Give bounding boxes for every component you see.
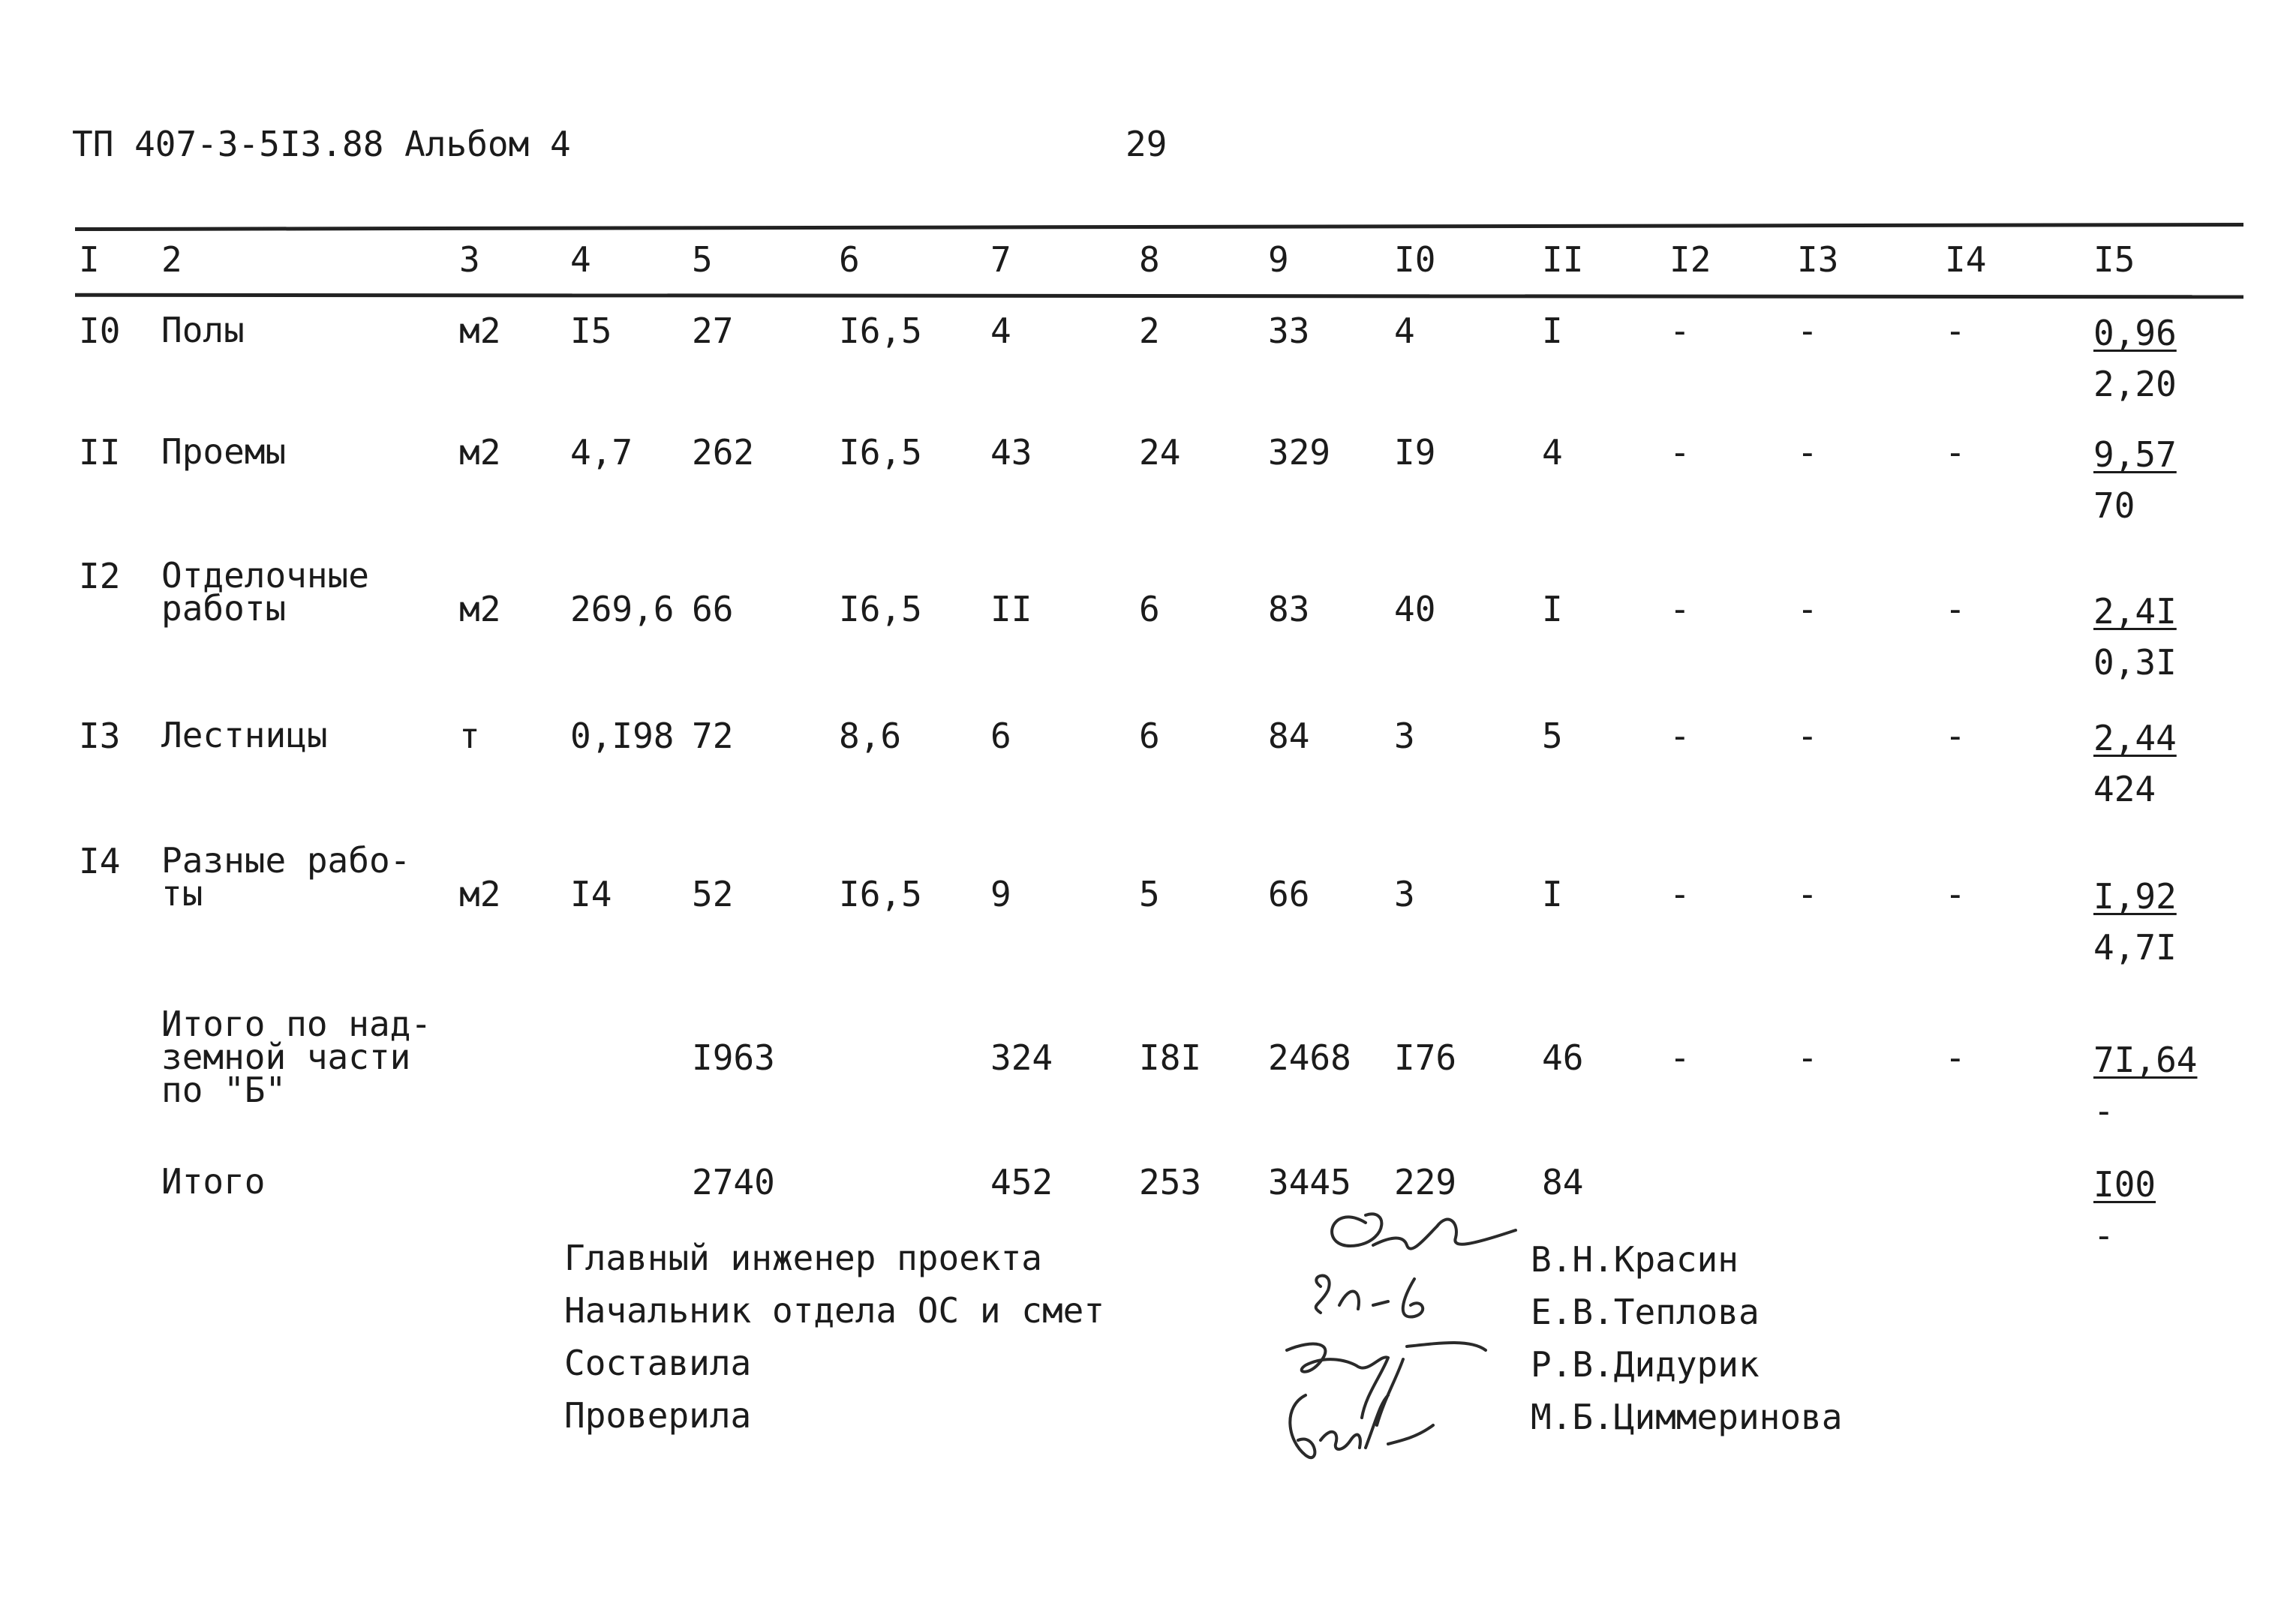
table-cell: - xyxy=(1669,1037,1690,1078)
table-cell: 6 xyxy=(1139,589,1160,629)
table-cell: 329 xyxy=(1268,432,1331,473)
column-header: I3 xyxy=(1797,239,1839,280)
table-cell: 84 xyxy=(1542,1162,1584,1202)
fraction-numerator: 2,44 xyxy=(2093,718,2177,758)
table-cell: 324 xyxy=(990,1037,1053,1078)
table-cell: II xyxy=(990,589,1032,629)
table-cell: 83 xyxy=(1268,589,1310,629)
table-cell: 43 xyxy=(990,432,1032,473)
row-name: Итого xyxy=(161,1161,266,1202)
fraction-numerator: 2,4I xyxy=(2093,591,2177,632)
table-cell: 3 xyxy=(1394,716,1415,756)
table-cell: - xyxy=(1669,432,1690,473)
signature-stroke-tsimmerinova xyxy=(1290,1395,1433,1457)
table-cell: I8I xyxy=(1139,1037,1202,1078)
table-cell: I xyxy=(1542,589,1563,629)
column-header: II xyxy=(1542,239,1584,280)
document-reference: ТП 407-3-5I3.88 Альбом 4 xyxy=(72,124,571,164)
signer-role: Начальник отдела ОС и смет xyxy=(564,1290,1105,1331)
table-cell: 5 xyxy=(1542,716,1563,756)
signature-stroke-teplova xyxy=(1316,1276,1423,1317)
fraction-denominator: 2,20 xyxy=(2093,364,2177,404)
table-cell: 6 xyxy=(990,716,1011,756)
table-cell: I6,5 xyxy=(839,432,922,473)
table-cell: I9 xyxy=(1394,432,1436,473)
table-cell: 2468 xyxy=(1268,1037,1351,1078)
table-cell: 9 xyxy=(990,874,1011,914)
table-cell: I6,5 xyxy=(839,311,922,351)
table-cell: 24 xyxy=(1139,432,1181,473)
row-name: Лестницы xyxy=(161,715,328,755)
table-cell: - xyxy=(1669,716,1690,756)
column-header: I4 xyxy=(1945,239,1987,280)
signature-stroke-krasin xyxy=(1332,1214,1516,1248)
table-cell: I xyxy=(1542,874,1563,914)
table-cell: 72 xyxy=(692,716,734,756)
column-header: 5 xyxy=(692,239,713,280)
signer-name: Е.В.Теплова xyxy=(1531,1292,1760,1332)
page-number: 29 xyxy=(1125,124,1168,164)
table-cell: 3 xyxy=(1394,874,1415,914)
table-cell: - xyxy=(1797,716,1818,756)
table-cell: - xyxy=(1797,311,1818,351)
table-cell: - xyxy=(1945,1037,1966,1078)
column-header: 7 xyxy=(990,239,1011,280)
table-cell: 262 xyxy=(692,432,755,473)
column-header: 3 xyxy=(459,239,480,280)
signer-role: Проверила xyxy=(564,1395,752,1436)
table-cell: 40 xyxy=(1394,589,1436,629)
table-cell: I6,5 xyxy=(839,589,922,629)
column-header: I2 xyxy=(1669,239,1711,280)
table-cell: - xyxy=(1945,716,1966,756)
column-header: 6 xyxy=(839,239,860,280)
fraction-denominator: 424 xyxy=(2093,769,2156,809)
fraction-denominator: - xyxy=(2093,1091,2114,1131)
table-cell: - xyxy=(1669,589,1690,629)
signer-role: Главный инженер проекта xyxy=(564,1238,1042,1278)
table-cell: м2 xyxy=(459,874,501,914)
column-header: I5 xyxy=(2093,239,2135,280)
table-cell: 2740 xyxy=(692,1162,775,1202)
column-header: I0 xyxy=(1394,239,1436,280)
table-cell: 27 xyxy=(692,311,734,351)
fraction-numerator: 0,96 xyxy=(2093,313,2177,353)
table-cell: м2 xyxy=(459,432,501,473)
row-name: Полы xyxy=(161,310,245,350)
table-cell: 46 xyxy=(1542,1037,1584,1078)
table-cell: I6,5 xyxy=(839,874,922,914)
row-name: Отделочные работы xyxy=(161,555,369,629)
fraction-numerator: I00 xyxy=(2093,1164,2156,1205)
table-cell: 52 xyxy=(692,874,734,914)
table-cell: 0,I98 xyxy=(570,716,675,756)
table-top-rule xyxy=(75,223,2243,231)
table-cell: - xyxy=(1945,432,1966,473)
table-cell: 452 xyxy=(990,1162,1053,1202)
table-cell: I76 xyxy=(1394,1037,1457,1078)
table-cell: I963 xyxy=(692,1037,775,1078)
share-fraction xyxy=(2093,1159,2206,1261)
row-number: I4 xyxy=(79,841,121,881)
share-fraction xyxy=(2093,1034,2206,1136)
signature-stroke-didurik xyxy=(1287,1343,1486,1425)
table-cell: - xyxy=(1797,432,1818,473)
fraction-numerator: 7I,64 xyxy=(2093,1040,2198,1080)
row-number: I3 xyxy=(79,716,121,756)
fraction-denominator: 0,3I xyxy=(2093,642,2177,683)
table-cell: 269,6 xyxy=(570,589,675,629)
table-cell: 66 xyxy=(1268,874,1310,914)
row-number: I0 xyxy=(79,311,121,351)
fraction-numerator: 9,57 xyxy=(2093,434,2177,475)
table-cell: 33 xyxy=(1268,311,1310,351)
table-cell: - xyxy=(1945,874,1966,914)
column-header: 2 xyxy=(161,239,182,280)
share-fraction xyxy=(2093,308,2206,410)
fraction-denominator: - xyxy=(2093,1215,2114,1256)
table-cell: т xyxy=(459,716,480,756)
table-cell: 2 xyxy=(1139,311,1160,351)
row-name: Разные рабо- ты xyxy=(161,840,411,914)
table-cell: - xyxy=(1797,1037,1818,1078)
table-cell: 6 xyxy=(1139,716,1160,756)
table-cell: 4,7 xyxy=(570,432,633,473)
table-cell: 84 xyxy=(1268,716,1310,756)
table-cell: - xyxy=(1797,589,1818,629)
table-cell: - xyxy=(1945,589,1966,629)
share-fraction xyxy=(2093,429,2206,531)
column-header: I xyxy=(79,239,100,280)
fraction-denominator: 4,7I xyxy=(2093,927,2177,968)
column-header: 9 xyxy=(1268,239,1289,280)
fraction-denominator: 70 xyxy=(2093,485,2135,526)
row-number: I2 xyxy=(79,556,121,596)
table-cell: 229 xyxy=(1394,1162,1457,1202)
handwritten-signatures xyxy=(1276,1193,1523,1478)
table-cell: - xyxy=(1669,311,1690,351)
row-name: Проемы xyxy=(161,431,287,472)
signer-name: В.Н.Красин xyxy=(1531,1239,1739,1280)
signer-role: Составила xyxy=(564,1343,752,1383)
row-name: Итого по над- земной части по "Б" xyxy=(161,1004,432,1110)
table-cell: м2 xyxy=(459,589,501,629)
row-number: II xyxy=(79,432,121,473)
share-fraction xyxy=(2093,713,2206,815)
table-cell: 4 xyxy=(1542,432,1563,473)
table-cell: I5 xyxy=(570,311,612,351)
signer-name: М.Б.Циммеринова xyxy=(1531,1397,1843,1437)
header-bottom-rule xyxy=(75,293,2243,299)
column-header: 4 xyxy=(570,239,591,280)
table-cell: 253 xyxy=(1139,1162,1202,1202)
table-cell: м2 xyxy=(459,311,501,351)
table-cell: 5 xyxy=(1139,874,1160,914)
signer-name: Р.В.Дидурик xyxy=(1531,1344,1760,1385)
table-cell: - xyxy=(1945,311,1966,351)
table-cell: 4 xyxy=(1394,311,1415,351)
share-fraction xyxy=(2093,586,2206,688)
column-header: 8 xyxy=(1139,239,1160,280)
table-cell: - xyxy=(1797,874,1818,914)
table-cell: 3445 xyxy=(1268,1162,1351,1202)
fraction-numerator: I,92 xyxy=(2093,876,2177,917)
table-cell: 8,6 xyxy=(839,716,902,756)
table-cell: 4 xyxy=(990,311,1011,351)
share-fraction xyxy=(2093,871,2206,973)
table-cell: I xyxy=(1542,311,1563,351)
table-cell: - xyxy=(1669,874,1690,914)
table-cell: 66 xyxy=(692,589,734,629)
table-cell: I4 xyxy=(570,874,612,914)
